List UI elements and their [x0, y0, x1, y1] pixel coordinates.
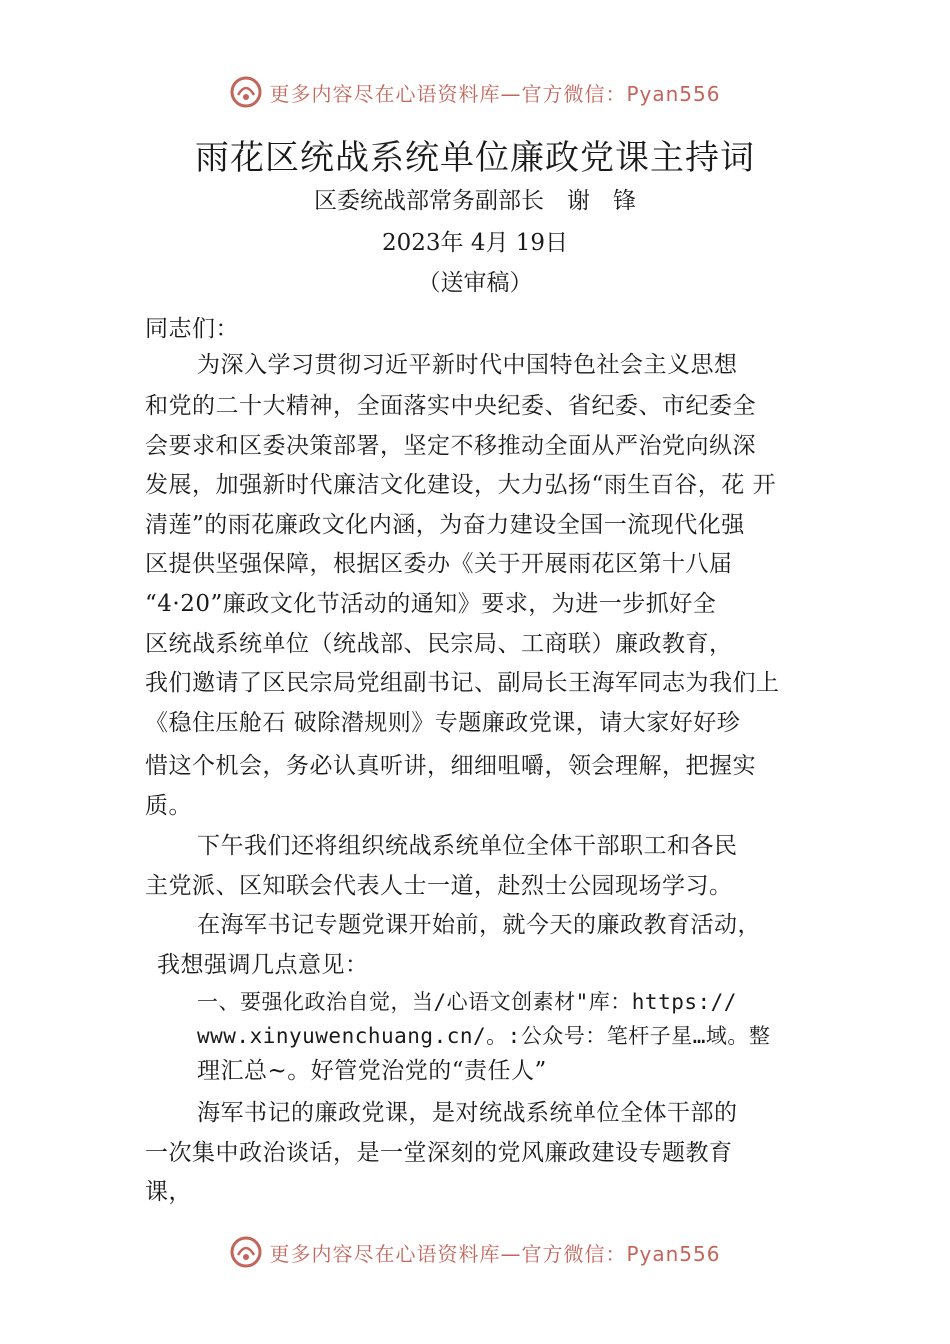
greeting: 同志们： — [145, 316, 239, 342]
paragraph-line: 在海军书记专题党课开始前，就今天的廉政教育活动， — [197, 912, 761, 938]
paragraph-line: 会要求和区委决策部署，坚定不移推动全面从严治党向纵深 — [145, 433, 756, 459]
watermark-banner-top — [0, 72, 950, 112]
watermark-text: 更多内容尽在心语资料库—官方微信：Pyan556 — [269, 1241, 721, 1266]
section-heading-line: www.xinyuwenchuang.cn/。:公众号：笔杆子星…域。整 — [197, 1024, 771, 1048]
paragraph-line: 海军书记的廉政党课，是对统战系统单位全体干部的 — [197, 1100, 738, 1126]
paragraph-line: 《稳住压舱石 破除潜规则》专题廉政党课，请大家好好珍 — [145, 710, 741, 736]
paragraph-line: 为深入学习贯彻习近平新时代中国特色社会主义思想 — [197, 352, 738, 378]
seal-logo-icon — [229, 1235, 263, 1269]
paragraph-line: 质。 — [145, 793, 192, 819]
paragraph-line: 我想强调几点意见： — [157, 952, 369, 978]
paragraph-line: 清莲”的雨花廉政文化内涵，为奋力建设全国一流现代化强 — [145, 512, 745, 538]
paragraph-line: 我们邀请了区民宗局党组副书记、副局长王海军同志为我们上 — [145, 670, 780, 696]
watermark-banner-bottom — [0, 1232, 950, 1272]
section-heading-line: 理汇总~。好管党治党的“责任人” — [197, 1058, 547, 1084]
author-line: 区委统战部常务副部长 谢 锋 — [314, 188, 636, 214]
watermark-text: 更多内容尽在心语资料库—官方微信：Pyan556 — [269, 81, 721, 106]
paragraph-line: “4·20”廉政文化节活动的通知》要求，为进一步抓好全 — [145, 591, 717, 617]
date-line: 2023年 4月 19日 — [381, 230, 569, 256]
paragraph-line: 区统战系统单位（统战部、民宗局、工商联）廉政教育， — [145, 631, 733, 657]
paragraph-line: 主党派、区知联会代表人士一道，赴烈士公园现场学习。 — [145, 873, 733, 899]
draft-status: （送审稿） — [417, 270, 533, 296]
paragraph-line: 发展，加强新时代廉洁文化建设，大力弘扬“雨生百谷，花 开 — [145, 472, 777, 498]
paragraph-line: 一次集中政治谈话，是一堂深刻的党风廉政建设专题教育 — [145, 1140, 733, 1166]
section-heading-line: 一、要强化政治自觉，当/心语文创素材"库：https:// — [197, 990, 737, 1014]
paragraph-line: 和党的二十大精神，全面落实中央纪委、省纪委、市纪委全 — [145, 393, 756, 419]
paragraph-line: 课， — [145, 1179, 192, 1205]
document-title: 雨花区统战系统单位廉政党课主持词 — [195, 138, 755, 178]
paragraph-line: 区提供坚强保障，根据区委办《关于开展雨花区第十八届 — [145, 551, 733, 577]
paragraph-line: 惜这个机会，务必认真听讲，细细咀嚼，领会理解，把握实 — [145, 753, 756, 779]
seal-logo-icon — [229, 75, 263, 109]
paragraph-line: 下午我们还将组织统战系统单位全体干部职工和各民 — [197, 833, 738, 859]
